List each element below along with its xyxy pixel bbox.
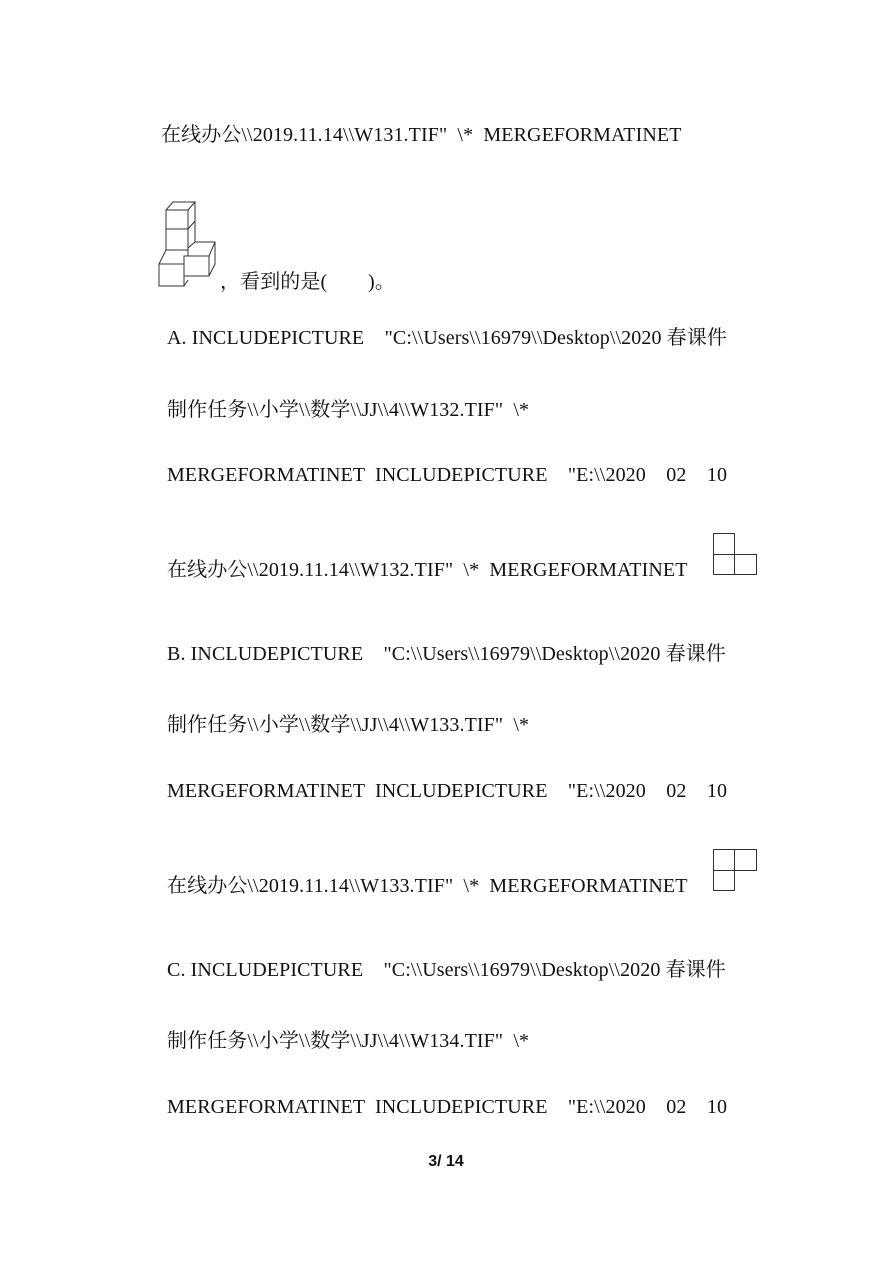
option-a-line-2: 制作任务\\小学\\数学\\JJ\\4\\W132.TIF" \* — [167, 399, 530, 421]
option-a-squares-icon — [712, 532, 758, 576]
option-a-figure — [712, 532, 758, 576]
question-text: ，看到的是( )。 — [220, 271, 395, 293]
option-b-squares-icon — [712, 848, 758, 892]
option-b-line-2: 制作任务\\小学\\数学\\JJ\\4\\W133.TIF" \* — [167, 714, 530, 736]
option-b-line-4: 在线办公\\2019.11.14\\W133.TIF" \* MERGEFORMATINET — [167, 875, 688, 897]
cube-stack-figure — [157, 200, 219, 290]
option-b-line-1: B. INCLUDEPICTURE "C:\\Users\\16979\\Desktop\\2020 春课件 — [167, 643, 726, 665]
option-b-line-3: MERGEFORMATINET INCLUDEPICTURE "E:\\2020 02 10 — [167, 780, 728, 802]
option-a-line-1: A. INCLUDEPICTURE "C:\\Users\\16979\\Desktop\\2020 春课件 — [167, 327, 727, 349]
cube-stack-icon — [157, 200, 219, 290]
option-c-line-3: MERGEFORMATINET INCLUDEPICTURE "E:\\2020 02 10 — [167, 1096, 728, 1118]
option-a-line-3: MERGEFORMATINET INCLUDEPICTURE "E:\\2020 02 10 — [167, 464, 728, 486]
page-number: 3/ 14 — [428, 1153, 464, 1170]
option-c-line-1: C. INCLUDEPICTURE "C:\\Users\\16979\\Desktop\\2020 春课件 — [167, 959, 726, 981]
option-a-line-4: 在线办公\\2019.11.14\\W132.TIF" \* MERGEFORMATINET — [167, 559, 688, 581]
option-c-line-2: 制作任务\\小学\\数学\\JJ\\4\\W134.TIF" \* — [167, 1030, 530, 1052]
doc-line-1: 在线办公\\2019.11.14\\W131.TIF" \* MERGEFORMATINET — [161, 124, 682, 146]
option-b-figure — [712, 848, 758, 892]
